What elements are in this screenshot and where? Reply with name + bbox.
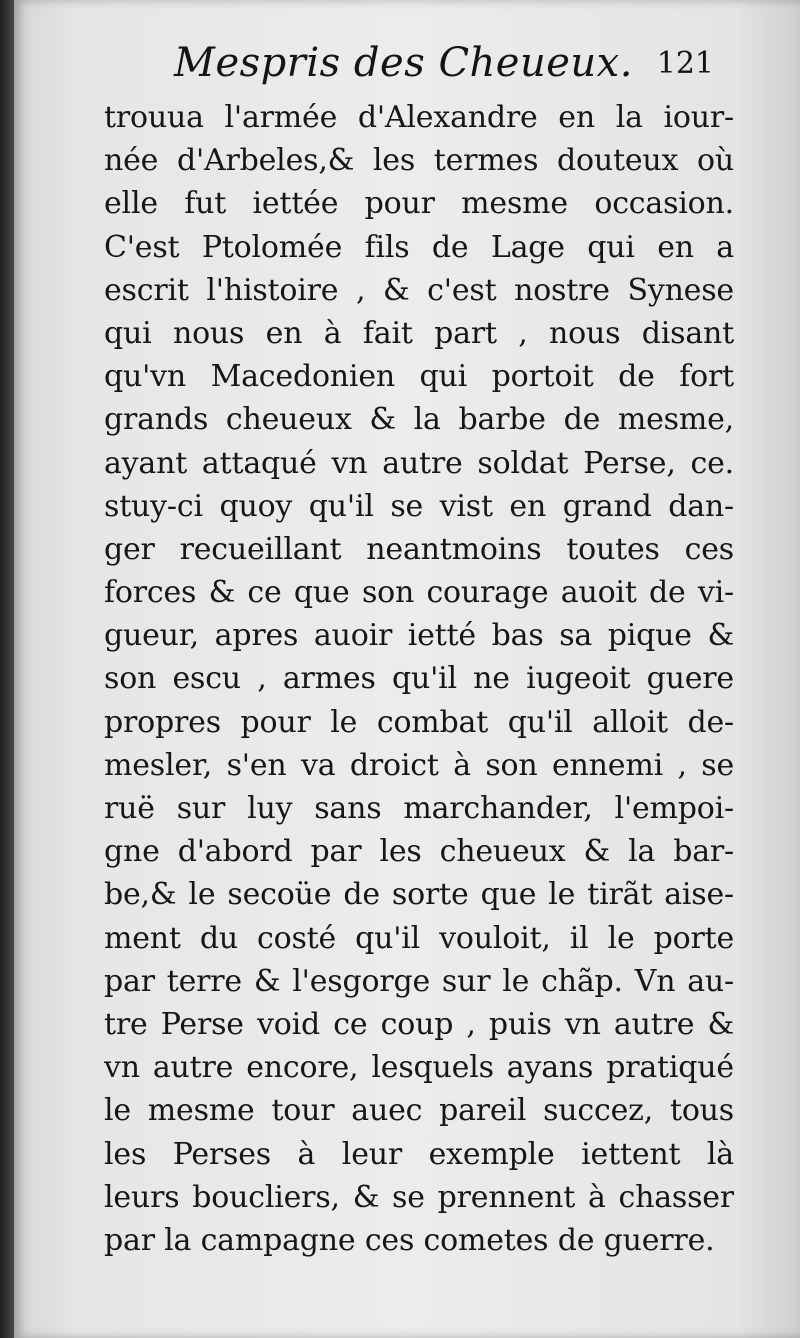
text-line: be,& le secoüe de sorte que le tirãt aise- — [104, 877, 734, 913]
text-line: par terre & l'esgorge sur le chãp. Vn au- — [104, 963, 734, 999]
text-line: C'est Ptolomée fils de Lage qui en a — [104, 229, 734, 265]
text-line: ment du costé qu'il vouloit, il le porte — [104, 920, 734, 956]
text-line: ger recueillant neantmoins toutes ces — [104, 531, 734, 567]
text-line: trouua l'armée d'Alexandre en la iour- — [104, 100, 734, 135]
text-line: gueur, apres auoir ietté bas sa pique & — [104, 618, 734, 654]
text-line: grands cheueux & la barbe de mesme, — [104, 402, 734, 438]
text-line: son escu , armes qu'il ne iugeoit guere — [104, 661, 734, 697]
text-line: leurs boucliers, & se prennent à chasser — [104, 1179, 734, 1215]
text-line: les Perses à leur exemple iettent là — [104, 1136, 734, 1172]
text-line: stuy-ci quoy qu'il se vist en grand dan- — [104, 488, 734, 524]
text-line: née d'Arbeles,& les termes douteux où — [104, 143, 734, 179]
text-line: vn autre encore, lesquels ayans pratiqué — [104, 1050, 734, 1086]
text-line: ayant attaqué vn autre soldat Perse, ce. — [104, 445, 734, 481]
running-head — [174, 40, 714, 100]
book-page — [14, 0, 800, 1338]
binding-gutter — [0, 0, 14, 1338]
body-text — [104, 96, 734, 1262]
running-title: Mespris des Cheueux. — [174, 40, 633, 86]
text-line: ruë sur luy sans marchander, l'empoi- — [104, 791, 734, 826]
text-line: propres pour le combat qu'il alloit de- — [104, 704, 734, 740]
text-line: qui nous en à fait part , nous disant — [104, 315, 734, 351]
text-line: mesler, s'en va droict à son ennemi , se — [104, 747, 734, 783]
text-line: le mesme tour auec pareil succez, tous — [104, 1093, 734, 1129]
text-line: qu'vn Macedonien qui portoit de fort — [104, 359, 734, 395]
text-line: gne d'abord par les cheueux & la bar- — [104, 834, 734, 870]
text-line: par la campagne ces cometes de guerre. — [104, 1222, 715, 1258]
text-line: elle fut iettée pour mesme occasion. — [104, 186, 734, 222]
page-number: 121 — [656, 46, 714, 81]
text-line: tre Perse void ce coup , puis vn autre & — [104, 1006, 734, 1042]
text-line: escrit l'histoire , & c'est nostre Synese — [104, 272, 734, 308]
text-line: forces & ce que son courage auoit de vi- — [104, 575, 734, 611]
